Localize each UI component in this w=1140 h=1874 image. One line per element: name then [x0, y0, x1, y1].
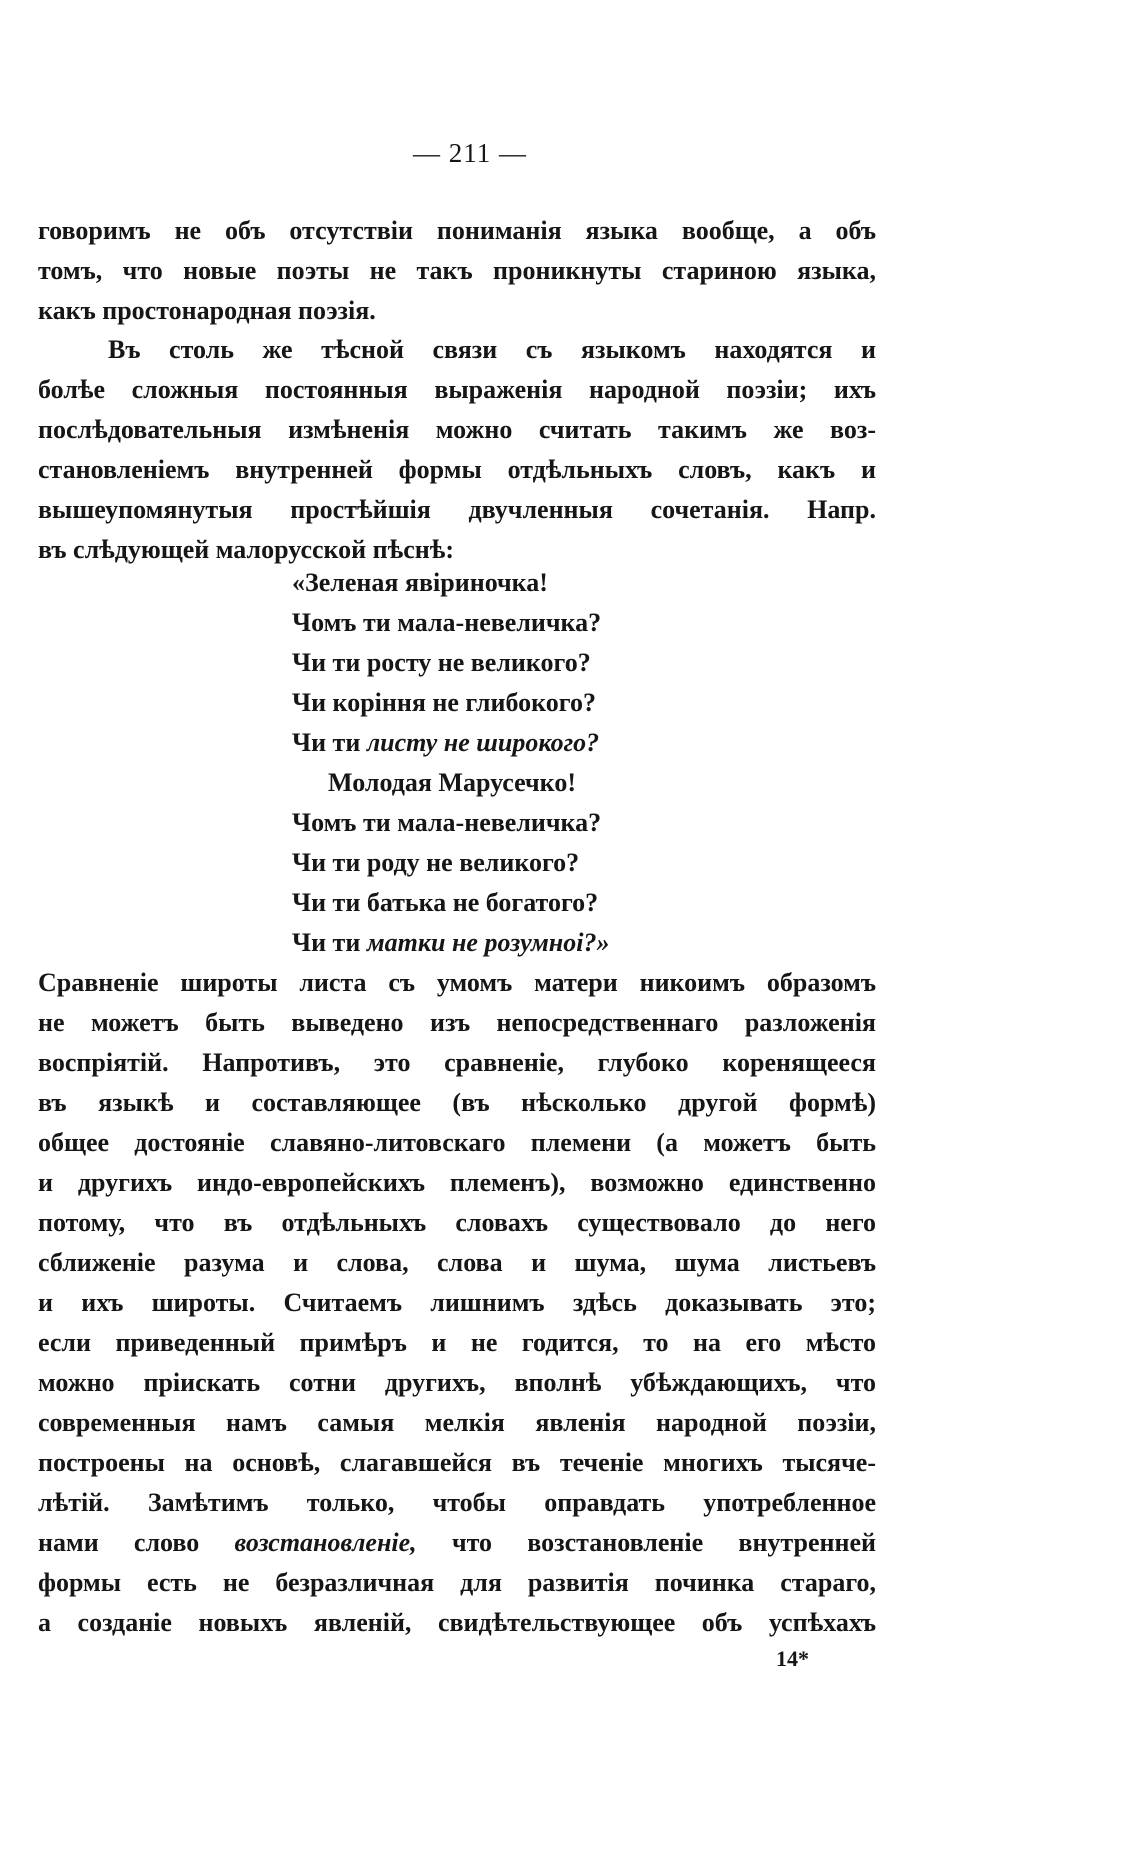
poem-line-text: Чи корiння не глибокого? — [292, 688, 596, 717]
poem-line — [292, 803, 609, 843]
poem-line — [292, 723, 609, 763]
text-line: Въ столь же тѣсной связи съ языкомъ находятся и — [108, 335, 876, 364]
poem-line-italic: матки не розумноi?» — [366, 928, 610, 957]
text-line-mixed — [38, 1523, 876, 1563]
poem-line — [292, 843, 609, 883]
text-line: можно пріискать сотни другихъ, вполнѣ убѣждающихъ, что — [38, 1368, 876, 1397]
signature-mark: 14* — [776, 1646, 809, 1671]
poem-line — [292, 603, 609, 643]
poem-line — [292, 883, 609, 923]
text-line: томъ, что новые поэты не такъ проникнуты стариною языка, — [38, 256, 876, 285]
poem-line — [292, 683, 609, 723]
text-line: сближеніе разума и слова, слова и шума, шума листьевъ — [38, 1248, 876, 1277]
text-line: а созданіе новыхъ явленій, свидѣтельствующее объ успѣхахъ — [38, 1608, 876, 1637]
text-line: формы есть не безразличная для развитія починка стараго, — [38, 1568, 876, 1597]
italic-term: возстановленіе, — [234, 1528, 417, 1557]
text-line: общее достояніе славяно-литовскаго племени (а можетъ быть — [38, 1128, 876, 1157]
text-line: вышеупомянутыя простѣйшія двучленныя сочетанія. Напр. — [38, 495, 876, 524]
text-segment: нами слово — [38, 1528, 235, 1557]
paragraph-1 — [38, 211, 876, 331]
text-segment: что возстановленіе внутренней — [416, 1528, 877, 1557]
poem-line — [292, 643, 609, 683]
poem-line-text: Чомъ ти мала-невеличка? — [292, 808, 602, 837]
text-line: если приведенный примѣръ и не годится, то на его мѣсто — [38, 1328, 876, 1357]
poem-line-text: Молодая Марусечко! — [328, 768, 576, 797]
poem-line-text: Чи ти батька не богатого? — [292, 888, 599, 917]
poem-line — [292, 923, 609, 963]
poem-line-text: Чи ти роду не великого? — [292, 848, 580, 877]
text-line: говоримъ не объ отсутствіи пониманія языка вообще, а объ — [38, 216, 876, 245]
text-line: современныя намъ самыя мелкія явленія народной поэзіи, — [38, 1408, 876, 1437]
poem-line — [292, 563, 609, 603]
poem-line-text: Чи ти росту не великого? — [292, 648, 591, 677]
text-line: въ слѣдующей малорусской пѣснѣ: — [38, 535, 454, 564]
text-line: не можетъ быть выведено изъ непосредственнаго разложенія — [38, 1008, 876, 1037]
page-number: — 211 — — [413, 138, 527, 168]
poem-quotation — [292, 563, 609, 963]
poem-line-text: Чи ти — [292, 928, 367, 957]
poem-line-text: Чи ти — [292, 728, 367, 757]
text-line: Сравненіе широты листа съ умомъ матери никоимъ образомъ — [38, 968, 876, 997]
text-line: потому, что въ отдѣльныхъ словахъ существовало до него — [38, 1208, 876, 1237]
poem-line-text: «Зеленая явіриночка! — [292, 568, 548, 597]
text-line: воспріятій. Напротивъ, это сравненіе, глубоко коренящееся — [38, 1048, 876, 1077]
text-line: послѣдовательныя измѣненія можно считать такимъ же воз- — [38, 415, 876, 444]
paragraph-2 — [38, 330, 876, 570]
poem-line-text: Чомъ ти мала-невеличка? — [292, 608, 602, 637]
text-line: лѣтій. Замѣтимъ только, чтобы оправдать употребленное — [38, 1488, 876, 1517]
poem-line — [292, 763, 609, 803]
text-line: построены на основѣ, слагавшейся въ теченіе многихъ тысяче- — [38, 1448, 876, 1477]
text-line: и другихъ индо-европейскихъ племенъ), возможно единственно — [38, 1168, 876, 1197]
text-line: и ихъ широты. Считаемъ лишнимъ здѣсь доказывать это; — [38, 1288, 876, 1317]
text-line: болѣе сложныя постоянныя выраженія народной поэзіи; ихъ — [38, 375, 876, 404]
text-line: какъ простонародная поэзія. — [38, 296, 376, 325]
poem-line-italic: листу не широкого? — [366, 728, 600, 757]
paragraph-3 — [38, 963, 876, 1643]
text-line: становленіемъ внутренней формы отдѣльныхъ словъ, какъ и — [38, 455, 876, 484]
text-line: въ языкѣ и составляющее (въ нѣсколько другой формѣ) — [38, 1088, 876, 1117]
